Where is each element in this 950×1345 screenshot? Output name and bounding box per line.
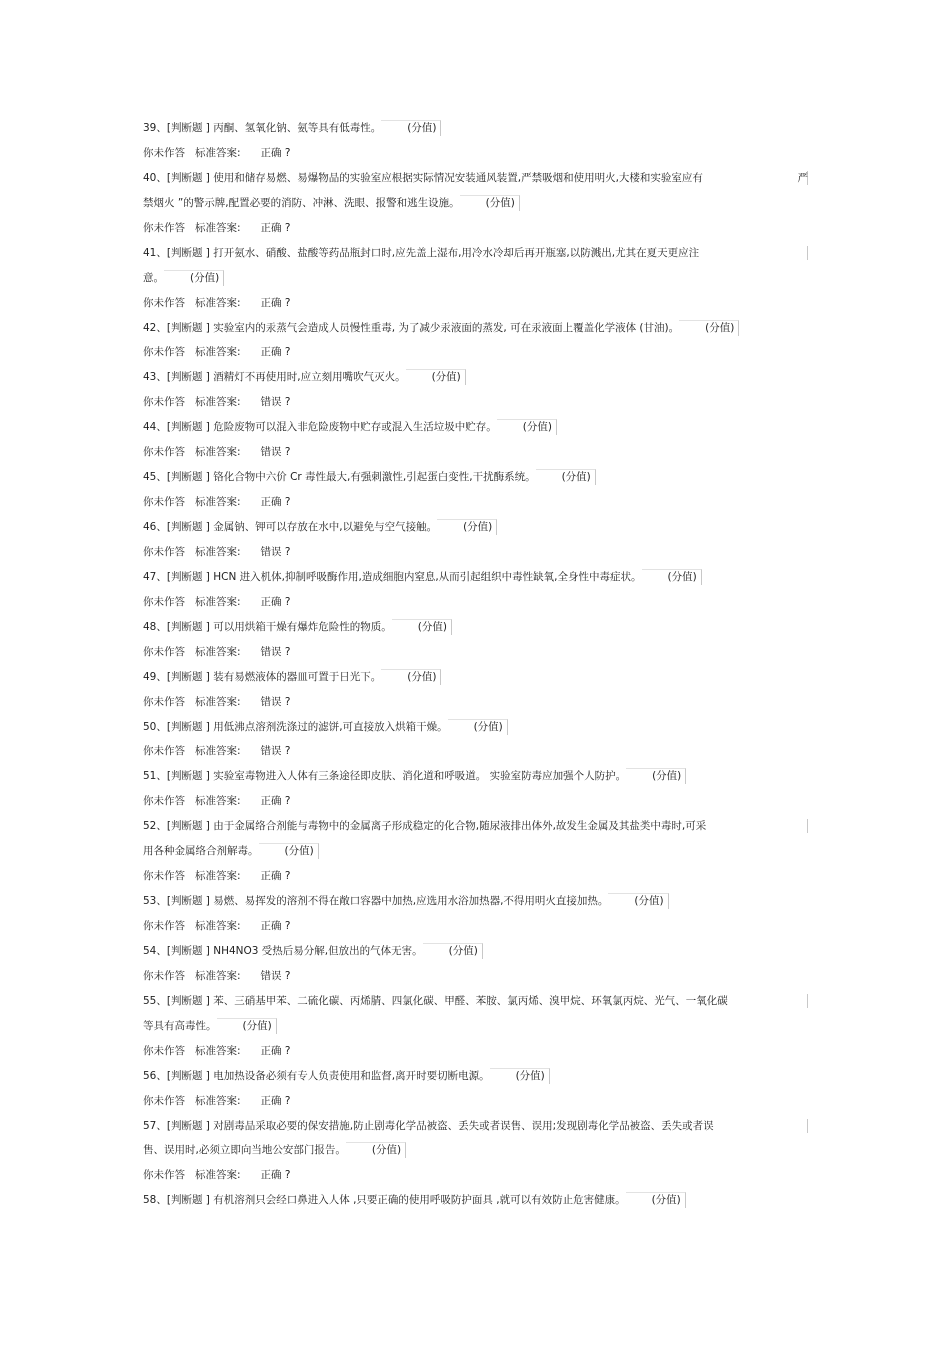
not-answered-label: 你未作答 xyxy=(143,920,185,932)
answer-line xyxy=(143,1163,808,1188)
question-text-line xyxy=(143,665,808,690)
line-edge-marker xyxy=(807,994,808,1008)
not-answered-label: 你未作答 xyxy=(143,221,185,234)
question-text-line xyxy=(143,1064,808,1089)
score-label: (分值) xyxy=(217,1018,277,1034)
question-text-line xyxy=(143,939,808,964)
score-label: (分值) xyxy=(346,1142,406,1158)
not-answered-label: 你未作答 xyxy=(143,595,185,608)
question-text-line xyxy=(143,715,808,740)
question-text-line xyxy=(143,565,808,590)
answer-line xyxy=(143,789,808,814)
standard-answer-label: 标准答案: xyxy=(195,396,241,409)
answer-line xyxy=(143,1089,808,1114)
question-text: 40、[判断题 ] 使用和储存易燃、易爆物品的实验室应根据实际情况安装通风装置,严禁吸烟和使用明火,大楼和实验室应有 xyxy=(143,171,703,184)
not-answered-label: 你未作答 xyxy=(143,1094,185,1107)
not-answered-label: 你未作答 xyxy=(143,446,185,459)
question-text-line xyxy=(143,889,808,914)
standard-answer-value: 正确 ? xyxy=(260,870,291,883)
standard-answer-value: 正确 ? xyxy=(260,221,291,234)
answer-line xyxy=(143,690,808,715)
question-text: 51、[判断题 ] 实验室毒物进入人体有三条途径即皮肤、消化道和呼吸道。 实验室防毒应加强个人防护。 xyxy=(143,770,627,783)
standard-answer-label: 标准答案: xyxy=(195,545,241,558)
question-text-cont: 售、误用时,必须立即向当地公安部门报告。 xyxy=(143,1144,346,1157)
question-text-continuation xyxy=(143,839,808,864)
score-label: (分值) xyxy=(497,419,557,435)
answer-line xyxy=(143,1039,808,1064)
score-label: (分值) xyxy=(460,195,520,211)
question-text-line xyxy=(143,365,808,390)
line-edge-marker xyxy=(807,246,808,260)
standard-answer-value: 错误 ? xyxy=(260,446,291,459)
standard-answer-value: 正确 ? xyxy=(260,1094,291,1107)
score-label: (分值) xyxy=(608,893,668,909)
question-text: 43、[判断题 ] 酒精灯不再使用时,应立刻用嘴吹气灭火。 xyxy=(143,371,406,384)
score-label: (分值) xyxy=(679,320,739,336)
question-text-continuation xyxy=(143,1138,808,1163)
question-text-line xyxy=(143,465,808,490)
question-text: 46、[判断题 ] 金属钠、钾可以存放在水中,以避免与空气接触。 xyxy=(143,521,438,533)
question-list xyxy=(143,116,808,1213)
score-label: (分值) xyxy=(536,469,596,485)
question-text-continuation xyxy=(143,1014,808,1039)
score-label: (分值) xyxy=(626,768,686,784)
standard-answer-label: 标准答案: xyxy=(195,745,241,758)
standard-answer-label: 标准答案: xyxy=(195,1094,241,1107)
question-text: 54、[判断题 ] NH4NO3 受热后易分解,但放出的气体无害。 xyxy=(143,944,423,957)
standard-answer-label: 标准答案: xyxy=(195,1044,241,1057)
answer-line xyxy=(143,440,808,465)
question-text-line xyxy=(143,415,808,440)
question-text-line xyxy=(143,1188,808,1213)
question-text-line xyxy=(143,1114,808,1139)
score-label: (分值) xyxy=(448,719,508,735)
not-answered-label: 你未作答 xyxy=(143,396,185,409)
question-text: 53、[判断题 ] 易燃、易挥发的溶剂不得在敞口容器中加热,应选用水浴加热器,不得用明火直接加热。 xyxy=(143,895,609,908)
not-answered-label: 你未作答 xyxy=(143,969,185,982)
standard-answer-value: 正确 ? xyxy=(260,795,291,808)
score-label: (分值) xyxy=(259,843,319,859)
question-text-continuation xyxy=(143,191,808,216)
clipped-edge-text: 严 xyxy=(797,171,808,184)
standard-answer-value: 错误 ? xyxy=(260,695,291,708)
answer-line xyxy=(143,291,808,316)
score-label: (分值) xyxy=(626,1192,686,1208)
standard-answer-label: 标准答案: xyxy=(195,446,241,459)
standard-answer-value: 错误 ? xyxy=(260,396,291,409)
answer-line xyxy=(143,864,808,889)
question-text-line xyxy=(143,515,808,540)
standard-answer-value: 错误 ? xyxy=(260,645,291,658)
question-text-line xyxy=(143,989,808,1014)
question-text-line xyxy=(143,814,808,839)
question-text: 42、[判断题 ] 实验室内的汞蒸气会造成人员慢性重毒, 为了减少汞液面的蒸发, 可在汞液面上覆盖化学液体 (甘油)。 xyxy=(143,321,680,334)
standard-answer-label: 标准答案: xyxy=(195,496,241,509)
question-text-line xyxy=(143,166,808,191)
not-answered-label: 你未作答 xyxy=(143,545,185,558)
standard-answer-label: 标准答案: xyxy=(195,146,241,159)
standard-answer-label: 标准答案: xyxy=(195,969,241,982)
standard-answer-label: 标准答案: xyxy=(195,920,241,932)
standard-answer-value: 正确 ? xyxy=(260,595,291,608)
score-label: (分值) xyxy=(381,669,441,685)
answer-line xyxy=(143,390,808,415)
standard-answer-value: 正确 ? xyxy=(260,146,291,159)
question-text-line xyxy=(143,764,808,789)
not-answered-label: 你未作答 xyxy=(143,795,185,808)
answer-line xyxy=(143,914,808,939)
question-text: 44、[判断题 ] 危险废物可以混入非危险废物中贮存或混入生活垃圾中贮存。 xyxy=(143,421,497,434)
answer-line xyxy=(143,340,808,365)
standard-answer-value: 错误 ? xyxy=(260,545,291,558)
question-text: 56、[判断题 ] 电加热设备必须有专人负责使用和监督,离开时要切断电源。 xyxy=(143,1069,490,1082)
standard-answer-label: 标准答案: xyxy=(195,870,241,883)
question-text: 48、[判断题 ] 可以用烘箱干燥有爆炸危险性的物质。 xyxy=(143,620,392,633)
standard-answer-label: 标准答案: xyxy=(195,595,241,608)
standard-answer-label: 标准答案: xyxy=(195,346,241,359)
answer-line xyxy=(143,490,808,515)
question-text: 58、[判断题 ] 有机溶剂只会经口鼻进入人体 ,只要正确的使用呼吸防护面具 ,就可以有效防止危害健康。 xyxy=(143,1194,626,1207)
not-answered-label: 你未作答 xyxy=(143,1044,185,1057)
question-text: 47、[判断题 ] HCN 进入机体,抑制呼吸酶作用,造成细胞内窒息,从而引起组织中毒性缺氧,全身性中毒症状。 xyxy=(143,570,642,583)
answer-line xyxy=(143,540,808,565)
standard-answer-value: 正确 ? xyxy=(260,296,291,309)
answer-line xyxy=(143,590,808,615)
answer-line xyxy=(143,739,808,764)
score-label: (分值) xyxy=(392,619,452,635)
question-text: 45、[判断题 ] 铬化合物中六价 Cr 毒性最大,有强刺激性,引起蛋白变性,干扰酶系统。 xyxy=(143,471,536,484)
line-edge-marker xyxy=(807,819,808,833)
not-answered-label: 你未作答 xyxy=(143,496,185,509)
not-answered-label: 你未作答 xyxy=(143,745,185,758)
score-label: (分值) xyxy=(423,943,483,959)
not-answered-label: 你未作答 xyxy=(143,146,185,159)
question-text-cont: 用各种金属络合剂解毒。 xyxy=(143,845,259,858)
not-answered-label: 你未作答 xyxy=(143,1169,185,1182)
score-label: (分值) xyxy=(164,270,224,286)
standard-answer-value: 正确 ? xyxy=(260,1044,291,1057)
standard-answer-label: 标准答案: xyxy=(195,296,241,309)
question-text-cont: 等具有高毒性。 xyxy=(143,1019,217,1032)
score-label: (分值) xyxy=(381,120,441,136)
not-answered-label: 你未作答 xyxy=(143,645,185,658)
question-text-line xyxy=(143,615,808,640)
standard-answer-label: 标准答案: xyxy=(195,221,241,234)
question-text-cont: 意。 xyxy=(143,271,164,284)
question-text: 41、[判断题 ] 打开氨水、硝酸、盐酸等药品瓶封口时,应先盖上湿布,用冷水冷却后再开瓶塞,以防溅出,尤其在夏天更应注 xyxy=(143,246,700,259)
answer-line xyxy=(143,216,808,241)
score-label: (分值) xyxy=(642,569,702,585)
standard-answer-value: 正确 ? xyxy=(260,1169,291,1182)
standard-answer-value: 正确 ? xyxy=(260,496,291,509)
not-answered-label: 你未作答 xyxy=(143,346,185,359)
standard-answer-value: 错误 ? xyxy=(260,969,291,982)
question-text-line xyxy=(143,241,808,266)
standard-answer-label: 标准答案: xyxy=(195,645,241,658)
standard-answer-label: 标准答案: xyxy=(195,1169,241,1182)
not-answered-label: 你未作答 xyxy=(143,870,185,883)
question-text: 49、[判断题 ] 装有易燃液体的器皿可置于日光下。 xyxy=(143,670,382,683)
question-text: 57、[判断题 ] 对剧毒品采取必要的保安措施,防止剧毒化学品被盗、丢失或者误售、误用;发现剧毒化学品被盗、丢失或者误 xyxy=(143,1119,714,1132)
answer-line xyxy=(143,141,808,166)
question-text: 39、[判断题 ] 丙酮、氢氧化钠、氨等具有低毒性。 xyxy=(143,122,382,134)
question-text-cont: 禁烟火 ”的警示牌,配置必要的消防、冲淋、洗眼、报警和逃生设施。 xyxy=(143,196,460,209)
question-text: 55、[判断题 ] 苯、三硝基甲苯、二硫化碳、丙烯腈、四氯化碳、甲醛、苯胺、氯丙烯、溴甲烷、环氧氯丙烷、光气、一氧化碳 xyxy=(143,994,728,1007)
question-text: 52、[判断题 ] 由于金属络合剂能与毒物中的金属离子形成稳定的化合物,随尿液排出体外,故发生金属及其盐类中毒时,可采 xyxy=(143,820,707,833)
question-text-continuation xyxy=(143,266,808,291)
standard-answer-value: 正确 ? xyxy=(260,920,291,932)
answer-line xyxy=(143,964,808,989)
standard-answer-value: 正确 ? xyxy=(260,346,291,359)
answer-line xyxy=(143,640,808,665)
line-edge-marker xyxy=(807,1119,808,1133)
question-text: 50、[判断题 ] 用低沸点溶剂洗涤过的滤饼,可直接放入烘箱干燥。 xyxy=(143,720,448,733)
standard-answer-label: 标准答案: xyxy=(195,795,241,808)
score-label: (分值) xyxy=(437,519,497,535)
score-label: (分值) xyxy=(406,369,466,385)
standard-answer-value: 错误 ? xyxy=(260,745,291,758)
standard-answer-label: 标准答案: xyxy=(195,695,241,708)
not-answered-label: 你未作答 xyxy=(143,695,185,708)
question-text-line xyxy=(143,116,808,141)
not-answered-label: 你未作答 xyxy=(143,296,185,309)
score-label: (分值) xyxy=(490,1068,550,1084)
question-text-line xyxy=(143,316,808,341)
